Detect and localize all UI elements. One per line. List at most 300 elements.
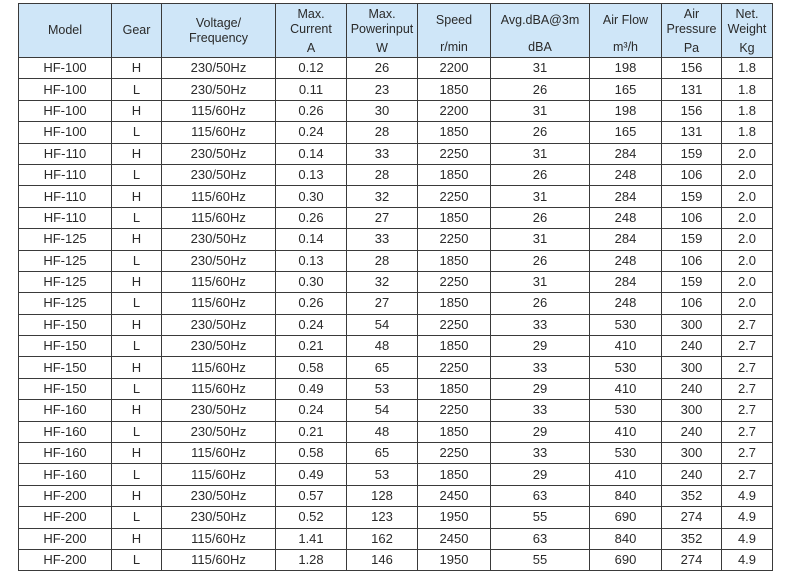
table-row — [19, 421, 773, 442]
table-row — [19, 271, 773, 292]
table-row — [19, 464, 773, 485]
cell-power: 65 — [347, 443, 418, 464]
cell-speed: 1850 — [418, 293, 491, 314]
table-row — [19, 58, 773, 79]
cell-model: HF-110 — [19, 186, 112, 207]
cell-noise: 33 — [491, 400, 590, 421]
cell-speed: 1850 — [418, 421, 491, 442]
cell-voltage: 115/60Hz — [162, 549, 276, 570]
cell-airflow: 248 — [590, 164, 662, 185]
header-row — [19, 4, 773, 58]
cell-model: HF-100 — [19, 122, 112, 143]
cell-noise: 26 — [491, 79, 590, 100]
cell-speed: 1850 — [418, 336, 491, 357]
cell-power: 53 — [347, 464, 418, 485]
header-speed-label: Speed — [435, 13, 473, 27]
cell-speed: 2450 — [418, 485, 491, 506]
cell-voltage: 230/50Hz — [162, 58, 276, 79]
cell-pressure: 106 — [662, 293, 722, 314]
table-row — [19, 314, 773, 335]
cell-current: 0.24 — [276, 400, 347, 421]
cell-pressure: 240 — [662, 421, 722, 442]
cell-power: 28 — [347, 250, 418, 271]
table-row — [19, 186, 773, 207]
cell-pressure: 274 — [662, 507, 722, 528]
cell-power: 26 — [347, 58, 418, 79]
cell-speed: 1850 — [418, 464, 491, 485]
header-speed-unit: r/min — [440, 40, 468, 54]
cell-power: 28 — [347, 164, 418, 185]
cell-voltage: 115/60Hz — [162, 528, 276, 549]
cell-power: 32 — [347, 271, 418, 292]
cell-pressure: 131 — [662, 79, 722, 100]
cell-pressure: 352 — [662, 528, 722, 549]
header-current-unit: A — [306, 41, 316, 55]
cell-noise: 26 — [491, 207, 590, 228]
header-noise-unit: dBA — [528, 40, 552, 54]
cell-airflow: 530 — [590, 357, 662, 378]
cell-power: 28 — [347, 122, 418, 143]
cell-weight: 2.7 — [722, 443, 773, 464]
header-pressure — [662, 4, 722, 58]
table-row — [19, 250, 773, 271]
cell-voltage: 115/60Hz — [162, 186, 276, 207]
cell-model: HF-125 — [19, 293, 112, 314]
cell-airflow: 284 — [590, 229, 662, 250]
cell-model: HF-110 — [19, 164, 112, 185]
cell-gear: L — [112, 464, 162, 485]
cell-model: HF-125 — [19, 229, 112, 250]
cell-voltage: 115/60Hz — [162, 293, 276, 314]
cell-current: 0.26 — [276, 207, 347, 228]
cell-pressure: 159 — [662, 229, 722, 250]
header-gear — [112, 4, 162, 58]
header-pressure-unit: Pa — [683, 41, 700, 55]
cell-airflow: 284 — [590, 186, 662, 207]
table-row — [19, 207, 773, 228]
cell-gear: H — [112, 400, 162, 421]
cell-noise: 29 — [491, 464, 590, 485]
cell-gear: L — [112, 164, 162, 185]
cell-noise: 33 — [491, 443, 590, 464]
cell-voltage: 115/60Hz — [162, 443, 276, 464]
cell-gear: L — [112, 250, 162, 271]
cell-speed: 2250 — [418, 357, 491, 378]
header-airflow-unit: m³/h — [613, 40, 638, 54]
cell-weight: 2.0 — [722, 186, 773, 207]
table-row — [19, 507, 773, 528]
cell-noise: 29 — [491, 421, 590, 442]
fan-spec-table — [18, 3, 773, 571]
header-current-line1: Max. — [297, 7, 325, 21]
cell-speed: 1850 — [418, 207, 491, 228]
cell-current: 0.13 — [276, 250, 347, 271]
cell-current: 1.41 — [276, 528, 347, 549]
cell-airflow: 284 — [590, 143, 662, 164]
cell-voltage: 115/60Hz — [162, 271, 276, 292]
cell-model: HF-200 — [19, 507, 112, 528]
cell-gear: H — [112, 485, 162, 506]
table-row — [19, 122, 773, 143]
cell-voltage: 230/50Hz — [162, 336, 276, 357]
cell-airflow: 530 — [590, 443, 662, 464]
cell-current: 0.26 — [276, 100, 347, 121]
cell-speed: 2250 — [418, 314, 491, 335]
header-power-unit: W — [376, 41, 388, 55]
cell-weight: 4.9 — [722, 485, 773, 506]
cell-power: 33 — [347, 229, 418, 250]
cell-pressure: 159 — [662, 186, 722, 207]
cell-pressure: 300 — [662, 314, 722, 335]
table-row — [19, 79, 773, 100]
cell-weight: 4.9 — [722, 528, 773, 549]
header-voltage — [162, 4, 276, 58]
cell-gear: L — [112, 293, 162, 314]
cell-airflow: 410 — [590, 336, 662, 357]
cell-power: 33 — [347, 143, 418, 164]
cell-gear: L — [112, 549, 162, 570]
cell-model: HF-160 — [19, 400, 112, 421]
cell-pressure: 131 — [662, 122, 722, 143]
table-row — [19, 400, 773, 421]
cell-model: HF-160 — [19, 443, 112, 464]
cell-pressure: 300 — [662, 357, 722, 378]
header-power-line2: Powerinput — [350, 22, 414, 36]
cell-weight: 4.9 — [722, 507, 773, 528]
cell-current: 0.11 — [276, 79, 347, 100]
cell-gear: L — [112, 378, 162, 399]
cell-weight: 2.0 — [722, 207, 773, 228]
cell-power: 48 — [347, 421, 418, 442]
cell-noise: 55 — [491, 507, 590, 528]
cell-current: 0.13 — [276, 164, 347, 185]
cell-gear: H — [112, 58, 162, 79]
cell-noise: 26 — [491, 293, 590, 314]
cell-weight: 2.7 — [722, 378, 773, 399]
cell-pressure: 274 — [662, 549, 722, 570]
cell-model: HF-200 — [19, 485, 112, 506]
header-current-line2: Current — [290, 22, 332, 36]
table-row — [19, 485, 773, 506]
cell-gear: L — [112, 122, 162, 143]
cell-speed: 2250 — [418, 186, 491, 207]
cell-model: HF-125 — [19, 250, 112, 271]
cell-model: HF-110 — [19, 143, 112, 164]
cell-speed: 2450 — [418, 528, 491, 549]
cell-pressure: 156 — [662, 100, 722, 121]
cell-airflow: 248 — [590, 293, 662, 314]
cell-weight: 2.0 — [722, 271, 773, 292]
cell-model: HF-100 — [19, 100, 112, 121]
header-voltage-line2: Frequency — [188, 30, 249, 45]
cell-weight: 2.7 — [722, 336, 773, 357]
cell-airflow: 248 — [590, 250, 662, 271]
table-row — [19, 229, 773, 250]
cell-airflow: 410 — [590, 464, 662, 485]
cell-power: 30 — [347, 100, 418, 121]
cell-airflow: 165 — [590, 79, 662, 100]
cell-airflow: 690 — [590, 549, 662, 570]
cell-weight: 1.8 — [722, 79, 773, 100]
header-noise — [491, 4, 590, 58]
cell-weight: 1.8 — [722, 100, 773, 121]
cell-voltage: 230/50Hz — [162, 400, 276, 421]
cell-airflow: 248 — [590, 207, 662, 228]
header-noise-label: Avg.dBA@3m — [500, 13, 580, 27]
header-pressure-line2: Pressure — [666, 22, 717, 36]
spec-table-body — [19, 58, 773, 571]
header-model-label: Model — [47, 23, 83, 37]
cell-current: 0.14 — [276, 229, 347, 250]
cell-pressure: 106 — [662, 250, 722, 271]
cell-current: 1.28 — [276, 549, 347, 570]
cell-voltage: 230/50Hz — [162, 229, 276, 250]
cell-current: 0.12 — [276, 58, 347, 79]
cell-noise: 26 — [491, 250, 590, 271]
cell-pressure: 240 — [662, 378, 722, 399]
cell-pressure: 156 — [662, 58, 722, 79]
cell-model: HF-150 — [19, 357, 112, 378]
header-power — [347, 4, 418, 58]
cell-noise: 55 — [491, 549, 590, 570]
table-row — [19, 549, 773, 570]
header-model — [19, 4, 112, 58]
cell-model: HF-200 — [19, 549, 112, 570]
header-power-line1: Max. — [368, 7, 396, 21]
cell-speed: 1850 — [418, 164, 491, 185]
cell-current: 0.14 — [276, 143, 347, 164]
cell-speed: 2250 — [418, 143, 491, 164]
cell-power: 65 — [347, 357, 418, 378]
cell-pressure: 240 — [662, 464, 722, 485]
header-voltage-line1: Voltage/ — [195, 15, 242, 30]
cell-weight: 2.0 — [722, 250, 773, 271]
cell-voltage: 115/60Hz — [162, 378, 276, 399]
table-row — [19, 528, 773, 549]
cell-weight: 4.9 — [722, 549, 773, 570]
cell-power: 48 — [347, 336, 418, 357]
cell-power: 162 — [347, 528, 418, 549]
cell-model: HF-160 — [19, 421, 112, 442]
cell-noise: 26 — [491, 164, 590, 185]
cell-noise: 26 — [491, 122, 590, 143]
cell-power: 27 — [347, 207, 418, 228]
cell-pressure: 300 — [662, 400, 722, 421]
cell-voltage: 230/50Hz — [162, 314, 276, 335]
cell-voltage: 230/50Hz — [162, 507, 276, 528]
header-weight — [722, 4, 773, 58]
cell-weight: 2.7 — [722, 421, 773, 442]
cell-power: 32 — [347, 186, 418, 207]
cell-gear: L — [112, 507, 162, 528]
cell-airflow: 198 — [590, 100, 662, 121]
cell-gear: H — [112, 143, 162, 164]
cell-airflow: 840 — [590, 485, 662, 506]
cell-airflow: 198 — [590, 58, 662, 79]
cell-weight: 2.0 — [722, 293, 773, 314]
cell-voltage: 115/60Hz — [162, 122, 276, 143]
cell-noise: 31 — [491, 58, 590, 79]
cell-model: HF-110 — [19, 207, 112, 228]
cell-speed: 1850 — [418, 378, 491, 399]
cell-current: 0.21 — [276, 421, 347, 442]
spec-table-container — [18, 3, 772, 571]
cell-airflow: 284 — [590, 271, 662, 292]
cell-noise: 31 — [491, 186, 590, 207]
cell-airflow: 530 — [590, 314, 662, 335]
header-speed — [418, 4, 491, 58]
header-pressure-line1: Air — [683, 7, 700, 21]
table-row — [19, 357, 773, 378]
cell-pressure: 106 — [662, 164, 722, 185]
cell-weight: 2.0 — [722, 143, 773, 164]
cell-speed: 2250 — [418, 271, 491, 292]
cell-power: 146 — [347, 549, 418, 570]
cell-power: 54 — [347, 400, 418, 421]
cell-voltage: 115/60Hz — [162, 100, 276, 121]
cell-model: HF-100 — [19, 79, 112, 100]
cell-pressure: 352 — [662, 485, 722, 506]
cell-model: HF-150 — [19, 314, 112, 335]
cell-model: HF-125 — [19, 271, 112, 292]
cell-gear: L — [112, 421, 162, 442]
cell-speed: 2250 — [418, 229, 491, 250]
cell-speed: 2200 — [418, 58, 491, 79]
cell-pressure: 159 — [662, 143, 722, 164]
cell-current: 0.30 — [276, 271, 347, 292]
cell-current: 0.21 — [276, 336, 347, 357]
cell-current: 0.49 — [276, 464, 347, 485]
cell-pressure: 159 — [662, 271, 722, 292]
cell-weight: 2.7 — [722, 400, 773, 421]
cell-gear: H — [112, 229, 162, 250]
cell-power: 128 — [347, 485, 418, 506]
cell-current: 0.58 — [276, 443, 347, 464]
cell-power: 54 — [347, 314, 418, 335]
cell-noise: 31 — [491, 143, 590, 164]
header-gear-label: Gear — [122, 23, 151, 37]
cell-model: HF-150 — [19, 336, 112, 357]
cell-noise: 29 — [491, 336, 590, 357]
cell-gear: H — [112, 186, 162, 207]
cell-weight: 2.7 — [722, 464, 773, 485]
cell-current: 0.58 — [276, 357, 347, 378]
cell-airflow: 165 — [590, 122, 662, 143]
cell-weight: 2.7 — [722, 357, 773, 378]
cell-noise: 33 — [491, 314, 590, 335]
table-row — [19, 378, 773, 399]
cell-noise: 63 — [491, 528, 590, 549]
header-weight-line1: Net. — [735, 7, 759, 21]
cell-weight: 2.7 — [722, 314, 773, 335]
table-row — [19, 293, 773, 314]
cell-airflow: 410 — [590, 421, 662, 442]
cell-voltage: 115/60Hz — [162, 207, 276, 228]
cell-gear: H — [112, 357, 162, 378]
cell-model: HF-160 — [19, 464, 112, 485]
table-row — [19, 336, 773, 357]
cell-pressure: 106 — [662, 207, 722, 228]
cell-gear: L — [112, 79, 162, 100]
table-row — [19, 143, 773, 164]
cell-weight: 2.0 — [722, 229, 773, 250]
cell-noise: 29 — [491, 378, 590, 399]
table-row — [19, 443, 773, 464]
cell-pressure: 300 — [662, 443, 722, 464]
cell-voltage: 230/50Hz — [162, 485, 276, 506]
cell-gear: H — [112, 271, 162, 292]
cell-power: 27 — [347, 293, 418, 314]
cell-voltage: 230/50Hz — [162, 79, 276, 100]
cell-airflow: 530 — [590, 400, 662, 421]
header-weight-unit: Kg — [739, 41, 755, 55]
cell-speed: 1950 — [418, 549, 491, 570]
cell-speed: 1850 — [418, 79, 491, 100]
cell-noise: 31 — [491, 229, 590, 250]
cell-noise: 31 — [491, 100, 590, 121]
cell-pressure: 240 — [662, 336, 722, 357]
header-airflow — [590, 4, 662, 58]
cell-power: 23 — [347, 79, 418, 100]
cell-current: 0.26 — [276, 293, 347, 314]
cell-current: 0.49 — [276, 378, 347, 399]
cell-gear: H — [112, 314, 162, 335]
cell-gear: L — [112, 336, 162, 357]
table-row — [19, 100, 773, 121]
header-airflow-label: Air Flow — [602, 13, 649, 27]
cell-speed: 2250 — [418, 400, 491, 421]
cell-speed: 1950 — [418, 507, 491, 528]
cell-airflow: 410 — [590, 378, 662, 399]
cell-speed: 1850 — [418, 250, 491, 271]
cell-current: 0.30 — [276, 186, 347, 207]
cell-voltage: 230/50Hz — [162, 250, 276, 271]
cell-speed: 1850 — [418, 122, 491, 143]
cell-speed: 2250 — [418, 443, 491, 464]
cell-weight: 2.0 — [722, 164, 773, 185]
cell-weight: 1.8 — [722, 122, 773, 143]
cell-gear: H — [112, 100, 162, 121]
cell-current: 0.24 — [276, 122, 347, 143]
cell-noise: 33 — [491, 357, 590, 378]
cell-gear: H — [112, 443, 162, 464]
cell-voltage: 230/50Hz — [162, 421, 276, 442]
cell-noise: 63 — [491, 485, 590, 506]
table-row — [19, 164, 773, 185]
cell-airflow: 840 — [590, 528, 662, 549]
cell-voltage: 115/60Hz — [162, 464, 276, 485]
cell-model: HF-200 — [19, 528, 112, 549]
cell-airflow: 690 — [590, 507, 662, 528]
header-current — [276, 4, 347, 58]
cell-gear: L — [112, 207, 162, 228]
cell-voltage: 230/50Hz — [162, 143, 276, 164]
cell-gear: H — [112, 528, 162, 549]
cell-current: 0.57 — [276, 485, 347, 506]
cell-voltage: 115/60Hz — [162, 357, 276, 378]
cell-power: 123 — [347, 507, 418, 528]
cell-current: 0.24 — [276, 314, 347, 335]
cell-power: 53 — [347, 378, 418, 399]
cell-speed: 2200 — [418, 100, 491, 121]
cell-current: 0.52 — [276, 507, 347, 528]
header-weight-line2: Weight — [727, 22, 767, 36]
cell-model: HF-150 — [19, 378, 112, 399]
cell-noise: 31 — [491, 271, 590, 292]
cell-model: HF-100 — [19, 58, 112, 79]
cell-voltage: 230/50Hz — [162, 164, 276, 185]
cell-weight: 1.8 — [722, 58, 773, 79]
